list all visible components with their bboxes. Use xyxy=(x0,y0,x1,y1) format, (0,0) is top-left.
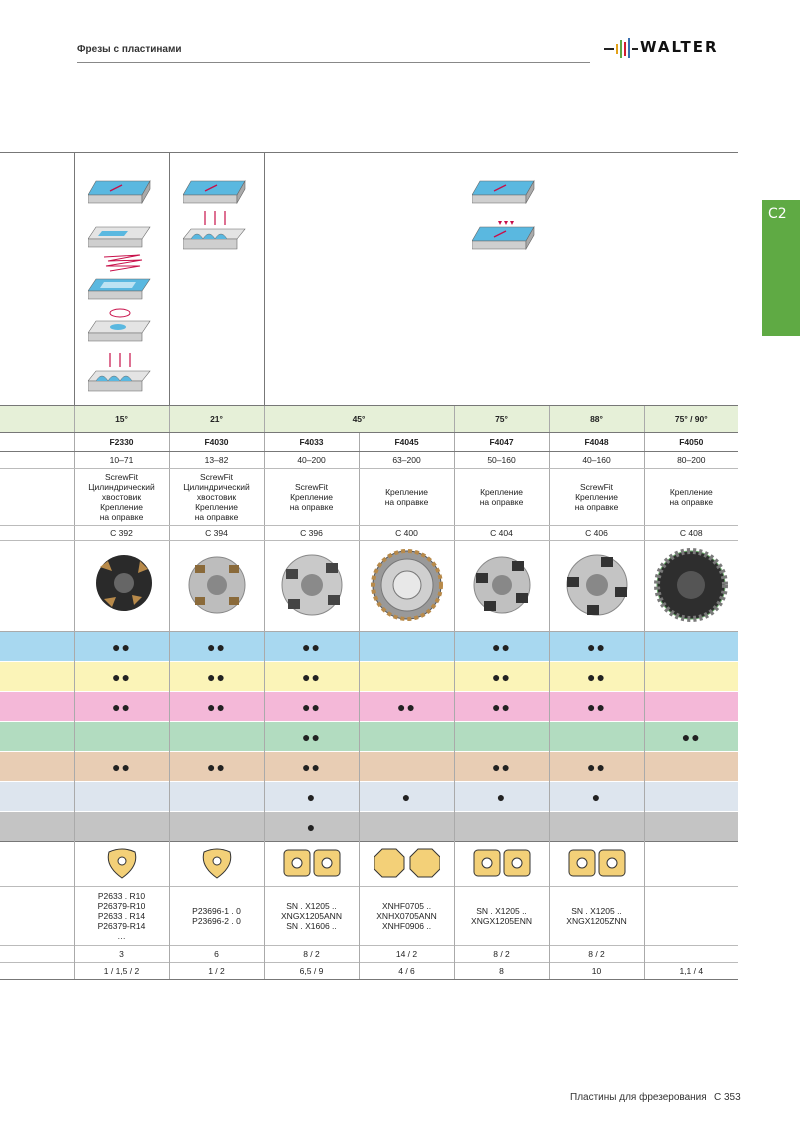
diameter-range: 80–200 xyxy=(644,452,738,469)
angle-row xyxy=(0,406,738,433)
tool-code[interactable]: F4047 xyxy=(454,433,549,452)
insert-designation: P23696-1 . 0 P23696-2 . 0 xyxy=(169,887,264,946)
material-label xyxy=(0,662,74,692)
page-ref-link[interactable]: C 394 xyxy=(169,526,264,541)
page-ref-link[interactable]: C 392 xyxy=(74,526,169,541)
suitability-mark: ●● xyxy=(454,632,549,662)
insert-count: 3 xyxy=(74,946,169,963)
milling-cutter-icon xyxy=(651,547,731,623)
material-label xyxy=(0,752,74,782)
suitability-mark xyxy=(169,782,264,812)
suitability-mark: ●● xyxy=(549,752,644,782)
tool-code[interactable]: F4050 xyxy=(644,433,738,452)
suitability-mark: ● xyxy=(264,812,359,842)
suitability-mark: ● xyxy=(454,782,549,812)
suitability-mark: ●● xyxy=(549,662,644,692)
material-row xyxy=(0,782,738,812)
column-divider xyxy=(264,153,265,407)
tool-image xyxy=(74,541,169,632)
insert-shape xyxy=(264,842,359,887)
suitability-mark xyxy=(359,632,454,662)
suitability-mark: ●● xyxy=(454,662,549,692)
suitability-mark xyxy=(359,662,454,692)
suitability-mark: ●● xyxy=(264,752,359,782)
row-label xyxy=(0,406,74,433)
round-insert-icon xyxy=(105,846,139,880)
angle-cell: 15° xyxy=(74,406,169,433)
mount-type: Крепление на оправке xyxy=(454,469,549,526)
suitability-mark xyxy=(169,722,264,752)
page-number: C 353 xyxy=(714,1092,741,1103)
face-milling-feed-icon xyxy=(472,219,536,253)
milling-cutter-icon xyxy=(82,547,162,623)
angle-cell: 21° xyxy=(169,406,264,433)
suitability-mark xyxy=(644,812,738,842)
suitability-mark: ●● xyxy=(264,632,359,662)
insert-shape xyxy=(454,842,549,887)
suitability-mark xyxy=(549,812,644,842)
suitability-mark xyxy=(74,722,169,752)
cut-depth: 6,5 / 9 xyxy=(264,963,359,980)
circular-interpolation-icon xyxy=(88,303,152,345)
insert-count: 8 / 2 xyxy=(549,946,644,963)
page-ref-row xyxy=(0,526,738,541)
page-ref-link[interactable]: C 400 xyxy=(359,526,454,541)
suitability-mark xyxy=(359,812,454,842)
cut-depth: 4 / 6 xyxy=(359,963,454,980)
suitability-mark xyxy=(169,812,264,842)
tool-image xyxy=(454,541,549,632)
tool-code[interactable]: F4048 xyxy=(549,433,644,452)
insert-count: 8 / 2 xyxy=(454,946,549,963)
insert-designation: XNHF0705 .. XNHX0705ANN XNHF0906 .. xyxy=(359,887,454,946)
insert-count: 6 xyxy=(169,946,264,963)
face-milling-icon xyxy=(88,177,152,207)
suitability-mark: ●● xyxy=(74,662,169,692)
suitability-mark xyxy=(549,722,644,752)
page-ref-link[interactable]: C 408 xyxy=(644,526,738,541)
suitability-mark: ●● xyxy=(74,752,169,782)
tool-code[interactable]: F4030 xyxy=(169,433,264,452)
material-row xyxy=(0,752,738,782)
milling-cutter-icon xyxy=(367,547,447,623)
mount-row xyxy=(0,469,738,526)
page-ref-link[interactable]: C 396 xyxy=(264,526,359,541)
material-row xyxy=(0,812,738,842)
angle-cell: 75° xyxy=(454,406,549,433)
insert-count: 14 / 2 xyxy=(359,946,454,963)
tool-image xyxy=(549,541,644,632)
column-divider xyxy=(74,153,75,407)
square-insert-icon xyxy=(472,846,532,880)
operations-area xyxy=(0,152,738,407)
suitability-mark: ●● xyxy=(264,722,359,752)
mount-type: ScrewFit Крепление на оправке xyxy=(549,469,644,526)
suitability-mark: ●● xyxy=(644,722,738,752)
pocket-milling-icon xyxy=(88,277,152,303)
mount-type: ScrewFit Цилиндрический хвостовик Крепление на оправке xyxy=(169,469,264,526)
suitability-mark xyxy=(454,722,549,752)
suitability-mark: ●● xyxy=(74,692,169,722)
header-divider xyxy=(77,62,590,63)
tool-image xyxy=(169,541,264,632)
suitability-mark: ●● xyxy=(169,752,264,782)
cut-depth: 1,1 / 4 xyxy=(644,963,738,980)
material-label xyxy=(0,692,74,722)
mount-type: ScrewFit Крепление на оправке xyxy=(264,469,359,526)
insert-count xyxy=(644,946,738,963)
suitability-mark xyxy=(359,722,454,752)
suitability-mark xyxy=(644,752,738,782)
mount-type: Крепление на оправке xyxy=(644,469,738,526)
page-ref-link[interactable]: C 406 xyxy=(549,526,644,541)
material-row xyxy=(0,632,738,662)
diameter-range: 10–71 xyxy=(74,452,169,469)
suitability-mark xyxy=(644,632,738,662)
insert-designation: P2633 . R10 P26379-R10 P2633 . R14 P26379-R14 … xyxy=(74,887,169,946)
helical-path-icon xyxy=(100,251,146,275)
insert-designation: SN . X1205 .. XNGX1205ENN xyxy=(454,887,549,946)
suitability-mark: ●● xyxy=(454,752,549,782)
footer-text: Пластины для фрезерования xyxy=(570,1092,707,1103)
suitability-mark: ● xyxy=(359,782,454,812)
suitability-mark: ●● xyxy=(169,692,264,722)
square-insert-icon xyxy=(567,846,627,880)
material-row xyxy=(0,722,738,752)
material-row xyxy=(0,692,738,722)
depth-row xyxy=(0,963,738,980)
milling-cutter-icon xyxy=(272,547,352,623)
round-insert-icon xyxy=(200,846,234,880)
face-milling-icon xyxy=(472,177,536,207)
insert-count-row xyxy=(0,946,738,963)
diameter-range: 63–200 xyxy=(359,452,454,469)
suitability-mark xyxy=(644,782,738,812)
milling-cutter-icon xyxy=(557,547,637,623)
insert-count: 8 / 2 xyxy=(264,946,359,963)
angle-cell: 45° xyxy=(264,406,454,433)
suitability-mark xyxy=(74,782,169,812)
suitability-mark: ●● xyxy=(454,692,549,722)
tool-code[interactable]: F2330 xyxy=(74,433,169,452)
multi-plunge-icon xyxy=(183,209,247,253)
diameter-range: 40–160 xyxy=(549,452,644,469)
insert-shape xyxy=(549,842,644,887)
suitability-mark xyxy=(454,812,549,842)
section-tab[interactable] xyxy=(762,200,800,336)
tool-image-row xyxy=(0,541,738,632)
cut-depth: 1 / 2 xyxy=(169,963,264,980)
mount-type: Крепление на оправке xyxy=(359,469,454,526)
insert-shape xyxy=(74,842,169,887)
suitability-mark: ●● xyxy=(359,692,454,722)
material-row xyxy=(0,662,738,692)
suitability-mark: ●● xyxy=(264,662,359,692)
material-label xyxy=(0,722,74,752)
multi-plunge-icon xyxy=(88,351,152,395)
insert-designation: SN . X1205 .. XNGX1205ZNN xyxy=(549,887,644,946)
mount-type: ScrewFit Цилиндрический хвостовик Крепление на оправке xyxy=(74,469,169,526)
suitability-mark xyxy=(359,752,454,782)
tool-image xyxy=(264,541,359,632)
suitability-mark: ● xyxy=(549,782,644,812)
page-ref-link[interactable]: C 404 xyxy=(454,526,549,541)
cut-depth: 8 xyxy=(454,963,549,980)
plunge-milling-icon xyxy=(88,225,152,251)
material-label xyxy=(0,812,74,842)
face-milling-icon xyxy=(183,177,247,207)
cut-depth: 1 / 1,5 / 2 xyxy=(74,963,169,980)
square-insert-icon xyxy=(282,846,342,880)
suitability-mark: ●● xyxy=(264,692,359,722)
tool-code[interactable]: F4045 xyxy=(359,433,454,452)
tool-image xyxy=(644,541,738,632)
code-row xyxy=(0,433,738,452)
walter-logo xyxy=(604,36,744,62)
suitability-mark: ●● xyxy=(549,632,644,662)
angle-cell: 88° xyxy=(549,406,644,433)
tool-image xyxy=(359,541,454,632)
suitability-mark xyxy=(644,692,738,722)
diameter-range: 13–82 xyxy=(169,452,264,469)
insert-shape xyxy=(359,842,454,887)
suitability-mark: ●● xyxy=(169,662,264,692)
diameter-range: 50–160 xyxy=(454,452,549,469)
diameter-range-row xyxy=(0,452,738,469)
suitability-mark xyxy=(644,662,738,692)
material-label xyxy=(0,632,74,662)
cut-depth: 10 xyxy=(549,963,644,980)
angle-cell: 75° / 90° xyxy=(644,406,738,433)
page-section-title: Фрезы с пластинами xyxy=(77,44,182,55)
suitability-mark: ● xyxy=(264,782,359,812)
insert-shape xyxy=(169,842,264,887)
logo-wordmark: WALTER xyxy=(640,38,719,56)
milling-cutter-icon xyxy=(177,547,257,623)
insert-shape-row xyxy=(0,842,738,887)
diameter-range: 40–200 xyxy=(264,452,359,469)
suitability-mark xyxy=(74,812,169,842)
suitability-mark: ●● xyxy=(74,632,169,662)
tool-table xyxy=(0,405,738,980)
suitability-mark: ●● xyxy=(169,632,264,662)
milling-cutter-icon xyxy=(462,547,542,623)
material-label xyxy=(0,782,74,812)
logo-bars-icon xyxy=(604,36,640,62)
suitability-mark: ●● xyxy=(549,692,644,722)
section-tab-label: C2 xyxy=(768,206,787,222)
insert-designation: SN . X1205 .. XNGX1205ANN SN . X1606 .. xyxy=(264,887,359,946)
column-divider xyxy=(169,153,170,407)
insert-designation-row xyxy=(0,887,738,946)
octagon-insert-icon xyxy=(374,846,440,880)
tool-code[interactable]: F4033 xyxy=(264,433,359,452)
